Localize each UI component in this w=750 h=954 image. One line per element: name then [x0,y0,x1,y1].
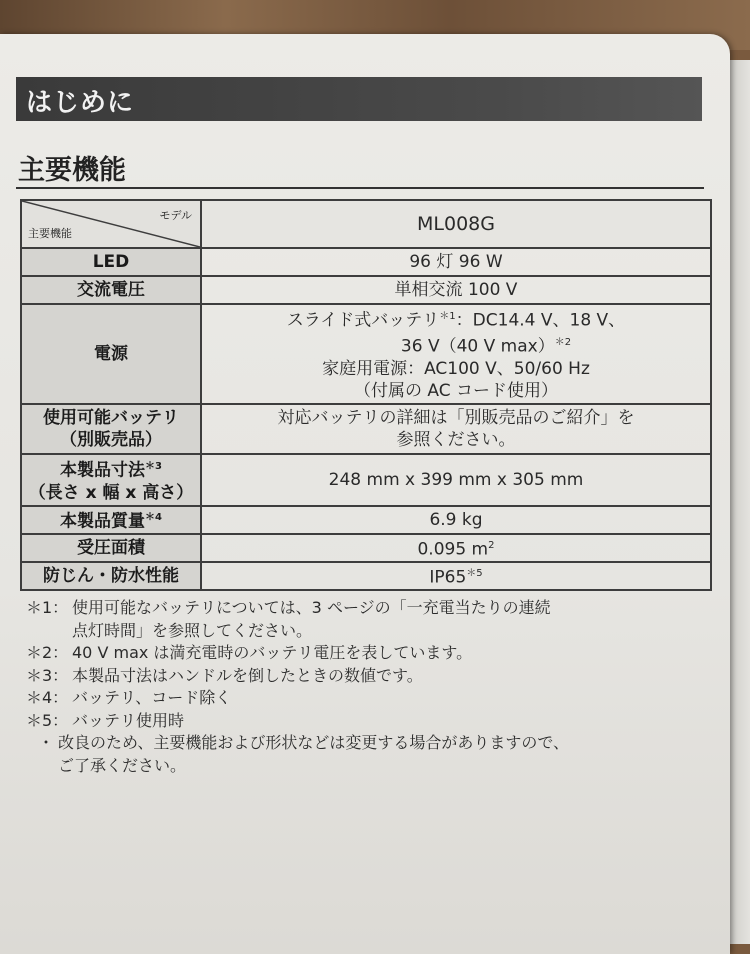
value-line: 0.095 m [417,539,489,560]
spec-table [20,199,712,591]
footnote-mark: ＊1： [26,598,69,617]
footnote-item [26,732,726,777]
row-value [201,534,711,562]
label-line: 使用可能バッテリ [43,408,179,428]
header-model-label: モデル [159,209,192,222]
footnote-line: バッテリ使用時 [72,710,185,730]
row-value: 6.9 kg [201,506,711,534]
header-corner-cell [21,200,201,248]
row-label: 防じん・防水性能 [21,562,201,590]
value-line: IP65 [429,567,467,588]
header-function-label: 主要機能 [28,227,72,240]
footnote-item [26,665,726,688]
row-value: 248 mm x 399 mm x 305 mm [201,454,711,506]
footnote-mark: ＊2 [554,337,572,348]
banner-title: はじめに [26,88,135,118]
value-line: （付属の AC コード使用） [353,380,558,401]
value-line: スライド式バッテリ [286,311,440,331]
section-banner [16,77,702,121]
row-value [201,404,711,454]
row-label [21,404,201,454]
footnote-mark: ＊2： [26,643,69,662]
footnote-mark: ＊5： [26,710,69,730]
table-row [21,454,711,506]
footnote-item [26,710,726,733]
footnote-line: バッテリ、コード除く [72,688,232,707]
footnote-mark: ＊3 [145,461,162,473]
model-cell [201,200,711,248]
row-label: 交流電圧 [21,276,201,304]
value-line: 参照ください。 [396,430,516,450]
footnote-mark: ＊4： [26,688,69,707]
label-line: 本製品質量 [60,511,146,532]
row-label: 電源 [21,304,201,404]
label-line: （長さ x 幅 x 高さ） [28,482,194,503]
value-line: 対応バッテリの詳細は「別販売品のご紹介」を [277,408,635,428]
row-label [21,506,201,534]
table-row [21,562,711,590]
table-row [21,404,711,454]
bullet-mark: ・ [38,733,55,752]
footnote-item [26,642,726,665]
footnote-line: 点灯時間」を参照してください。 [72,620,313,640]
footnote-mark: ＊1 [439,311,456,323]
footnote-line: 40 V max は満充電時のバッテリ電圧を表しています。 [72,643,473,662]
footnote-line: 使用可能なバッテリについては、3 ページの「一充電当たりの連続 [72,598,551,617]
footnote-item [26,687,726,710]
footnote-mark: ＊3： [26,665,69,685]
footnotes [26,597,726,777]
footnote-mark: ＊4 [145,512,162,524]
footnote-text [72,597,726,642]
model-name: ML008G [417,212,495,235]
value-line: 36 V（40 V max） [400,336,555,357]
footnote-line: 本製品寸法はハンドルを倒したときの数値です。 [72,665,423,685]
footnote-line: ご了承ください。 [58,755,187,775]
section-title: 主要機能 [18,155,126,186]
table-header-row [21,200,711,248]
table-row [21,534,711,562]
table-row [21,506,711,534]
table-row [21,304,711,404]
row-value [201,304,711,404]
footnote-line: 改良のため、主要機能および形状などは変更する場合がありますので、 [58,733,570,752]
footnote-item [26,597,726,642]
footnote-mark: ＊5 [466,568,483,580]
label-line: （別販売品） [60,430,162,450]
label-line: 本製品寸法 [60,460,146,481]
row-label: 受圧面積 [21,534,201,562]
table-row [21,248,711,276]
row-value: 96 灯 96 W [201,248,711,276]
row-value: 単相交流 100 V [201,276,711,304]
superscript: 2 [488,540,495,552]
row-value [201,562,711,590]
table-row [21,276,711,304]
value-line: ：DC14.4 V、18 V、 [455,311,626,331]
section-divider [16,187,704,189]
row-label: LED [21,248,201,276]
value-line: 家庭用電源：AC100 V、50/60 Hz [322,358,590,379]
row-label [21,454,201,506]
footnote-text [58,732,726,777]
